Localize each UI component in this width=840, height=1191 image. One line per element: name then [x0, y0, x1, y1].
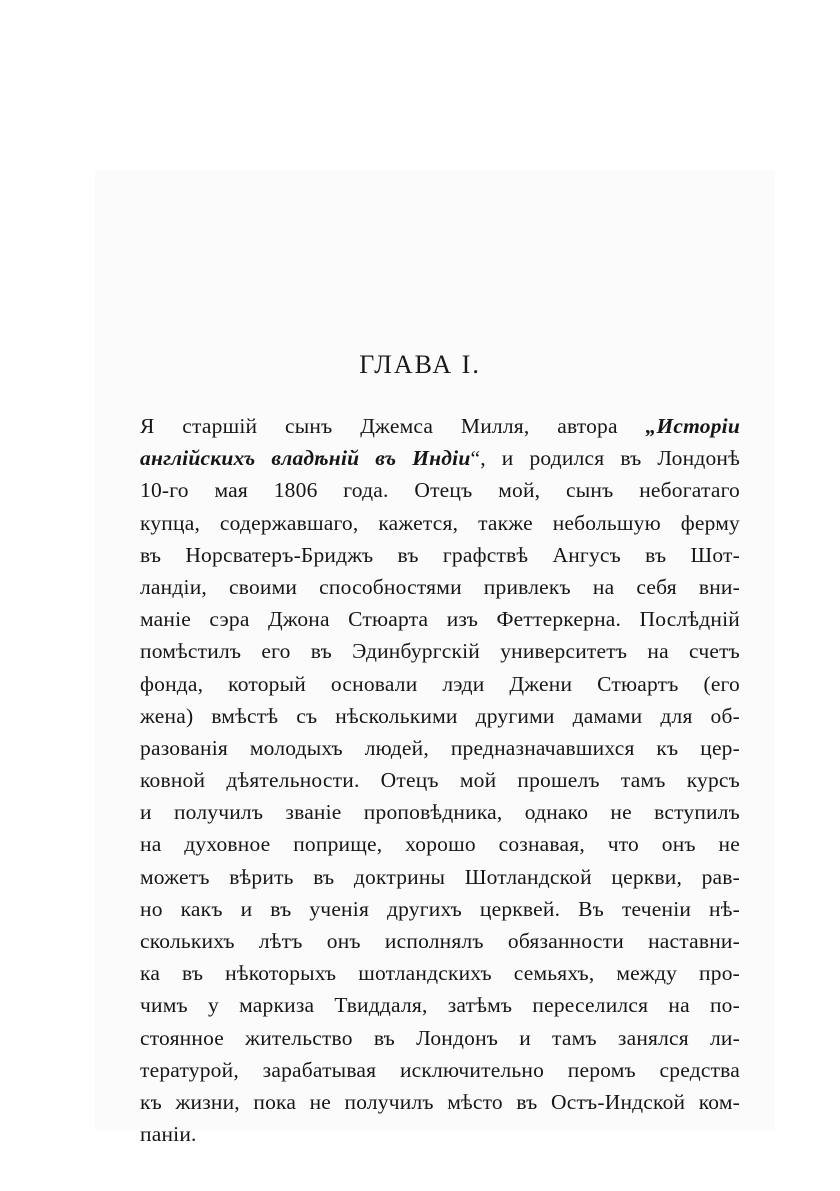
line-text: ка въ нѣкоторыхъ шотландскихъ семьяхъ, между про-	[140, 961, 740, 986]
line-text: и получилъ званіе проповѣдника, однако не вступилъ	[140, 800, 740, 825]
line-text: маніе сэра Джона Стюарта изъ Феттеркерна. Послѣдній	[140, 607, 740, 632]
line-text: фонда, который основали лэди Джени Стюартъ (его	[140, 671, 740, 696]
text-line	[140, 442, 740, 474]
italic-title-text: „Исторіи	[645, 414, 740, 438]
line-text: чимъ у маркиза Твиддаля, затѣмъ переселился на по-	[140, 993, 740, 1018]
text-line	[140, 668, 740, 700]
line-text: “, и родился въ Лондонѣ	[470, 446, 740, 471]
text-line	[140, 635, 740, 667]
line-text: разованія молодыхъ людей, предназначавшихся къ цер-	[140, 735, 740, 760]
text-line	[140, 861, 740, 893]
line-text: стоянное жительство въ Лондонъ и тамъ занялся ли-	[140, 1025, 740, 1050]
italic-title-text: англійскихъ владѣній въ Индіи	[140, 446, 471, 471]
line-text: но какъ и въ ученія другихъ церквей. Въ теченіи нѣ-	[140, 896, 740, 921]
text-line	[140, 1022, 740, 1054]
text-line	[140, 1118, 740, 1150]
text-line	[140, 410, 740, 442]
line-text: тературой, зарабатывая исключительно перомъ средства	[140, 1057, 740, 1082]
text-line	[140, 796, 740, 828]
line-text: помѣстилъ его въ Эдинбургскій университетъ на счетъ	[140, 639, 740, 664]
line-text: ковной дѣятельности. Отецъ мой прошелъ тамъ курсъ	[140, 768, 740, 793]
text-line	[140, 957, 740, 989]
text-line	[140, 507, 740, 539]
text-line	[140, 539, 740, 571]
text-line	[140, 1086, 740, 1118]
line-text: на духовное поприще, хорошо сознавая, что онъ не	[140, 832, 740, 857]
line-text: можетъ вѣрить въ доктрины Шотландской церкви, рав-	[140, 864, 740, 889]
line-text: Я старшій сынъ Джемса Милля, автора	[140, 414, 646, 438]
text-line	[140, 925, 740, 957]
line-text: паніи.	[140, 1122, 197, 1147]
text-line	[140, 732, 740, 764]
text-line	[140, 603, 740, 635]
line-text: сколькихъ лѣтъ онъ исполнялъ обязанности наставни-	[140, 929, 740, 953]
body-paragraph	[140, 410, 740, 1150]
text-line	[140, 1054, 740, 1086]
line-text: 10-го мая 1806 года. Отецъ мой, сынъ небогатаго	[140, 478, 740, 503]
text-line	[140, 893, 740, 925]
line-text: ландіи, своими способностями привлекъ на себя вни-	[140, 574, 740, 599]
line-text: жена) вмѣстѣ съ нѣсколькими другими дамами для об-	[140, 703, 740, 728]
text-line	[140, 989, 740, 1021]
line-text: въ Норсватеръ-Бриджъ въ графствѣ Ангусъ въ Шот-	[140, 542, 740, 567]
line-text: купца, содержавшаго, кажется, также небольшую ферму	[140, 510, 740, 535]
chapter-title: ГЛАВА I.	[359, 350, 481, 379]
text-line	[140, 828, 740, 860]
text-line	[140, 474, 740, 506]
line-text: къ жизни, пока не получилъ мѣсто въ Остъ-Индской ком-	[140, 1089, 740, 1114]
text-line	[140, 700, 740, 732]
text-line	[140, 764, 740, 796]
text-line	[140, 571, 740, 603]
